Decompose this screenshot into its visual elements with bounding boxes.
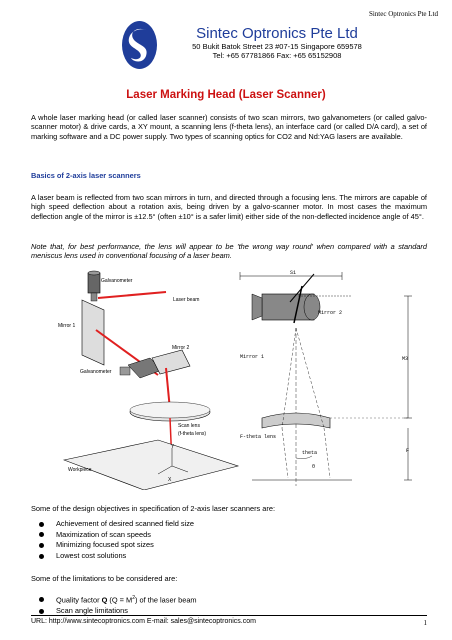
label-axis-y: Y xyxy=(171,444,175,450)
label-theta-word: theta xyxy=(302,450,318,456)
list-item: Maximization of scan speeds xyxy=(39,530,429,541)
label-laser-beam: Laser beam xyxy=(173,297,200,303)
footer-divider xyxy=(31,615,427,616)
bullet-icon xyxy=(39,522,44,527)
company-name: Sintec Optronics Pte Ltd xyxy=(196,25,358,42)
label-schematic-f-theta: F-theta lens xyxy=(240,434,277,440)
list-item: Scan angle limitations xyxy=(39,606,429,617)
label-workpiece: Workpiece xyxy=(68,467,92,473)
page-title: Laser Marking Head (Laser Scanner) xyxy=(126,89,326,101)
label-galvanometer-top: Galvanometer xyxy=(101,278,133,284)
company-address: 50 Bukit Batok Street 23 #07-15 Singapore 659578 xyxy=(192,42,362,51)
page-number: 1 xyxy=(423,619,427,627)
schematic-galvo-top xyxy=(252,294,320,320)
scanner-schematic-diagram xyxy=(232,268,417,490)
label-f-theta: (f-theta lens) xyxy=(178,431,207,437)
objectives-intro: Some of the design objectives in specification of 2-axis laser scanners are: xyxy=(31,504,276,513)
company-contact: Tel: +65 67781866 Fax: +65 65152908 xyxy=(212,51,342,60)
footer-contact: URL: http://www.sintecoptronics.com E-mail: sales@sintecoptronics.com xyxy=(31,618,256,625)
running-header: Sintec Optronics Pte Ltd xyxy=(368,10,438,18)
bullet-icon xyxy=(39,597,44,602)
label-axis-x: X xyxy=(168,477,172,483)
label-s1: S1 xyxy=(290,270,297,276)
label-f: F xyxy=(406,448,410,454)
intro-paragraph: A whole laser marking head (or called laser scanner) consists of two scan mirrors, two galvanometers (or called galvo-scanner motor) & drive cards, a XY mount, a scanning lens (f-theta lens), an interface card (or called D/A card), a set of marking software and a DC power supply. Two types of scanning optics for CO2 and Nd:YAG lasers are available. xyxy=(31,113,427,141)
objectives-list xyxy=(39,519,429,561)
limitations-intro: Some of the limitations to be considered are: xyxy=(31,574,178,583)
bullet-icon xyxy=(39,609,44,614)
label-mirror2: Mirror 2 xyxy=(172,345,190,351)
label-m3: M3 xyxy=(402,356,409,362)
limitation-quality: Quality factor Q $(Q = M^2)$ of the laser beam xyxy=(56,595,197,605)
bullet-icon xyxy=(39,554,44,559)
list-item: Lowest cost solutions xyxy=(39,551,429,562)
list-item: Minimizing focused spot sizes xyxy=(39,540,429,551)
label-schematic-mirror2: Mirror 2 xyxy=(318,310,343,316)
scanner-3d-diagram xyxy=(58,270,248,490)
list-item xyxy=(39,593,429,606)
company-logo-icon xyxy=(121,20,158,70)
note-paragraph: Note that, for best performance, the lens will appear to be 'the wrong way round' when compared with a standard meniscus lens used in conventional focusing of a laser beam. xyxy=(31,242,427,261)
list-item: Achievement of desired scanned field size xyxy=(39,519,429,530)
limitations-list xyxy=(39,593,429,617)
laser-beam-in xyxy=(98,292,166,298)
bullet-icon xyxy=(39,532,44,537)
label-scan-lens: Scan lens xyxy=(178,423,200,429)
workpiece-shape xyxy=(64,440,238,490)
bullet-icon xyxy=(39,543,44,548)
label-galvanometer-bottom: Galvanometer xyxy=(80,369,112,375)
label-schematic-mirror1: Mirror 1 xyxy=(240,354,265,360)
label-mirror1: Mirror 1 xyxy=(58,323,76,329)
section-heading-basics: Basics of 2-axis laser scanners xyxy=(31,171,141,180)
company-block xyxy=(162,25,392,60)
basics-paragraph: A laser beam is reflected from two scan mirrors in turn, and directed through a focusing lens. The mirrors are capable of high speed deflection about a rotation axis, being driven by a galvo-scanner motor. In most cases the maximum deflection angle of the mirror is ±12.5° (often ±10° is a safer limit) either side of the non-deflected incidence angle of 45°. xyxy=(31,193,427,221)
galvanometer-top-shape xyxy=(88,271,100,301)
label-theta-symbol: θ xyxy=(312,464,316,470)
